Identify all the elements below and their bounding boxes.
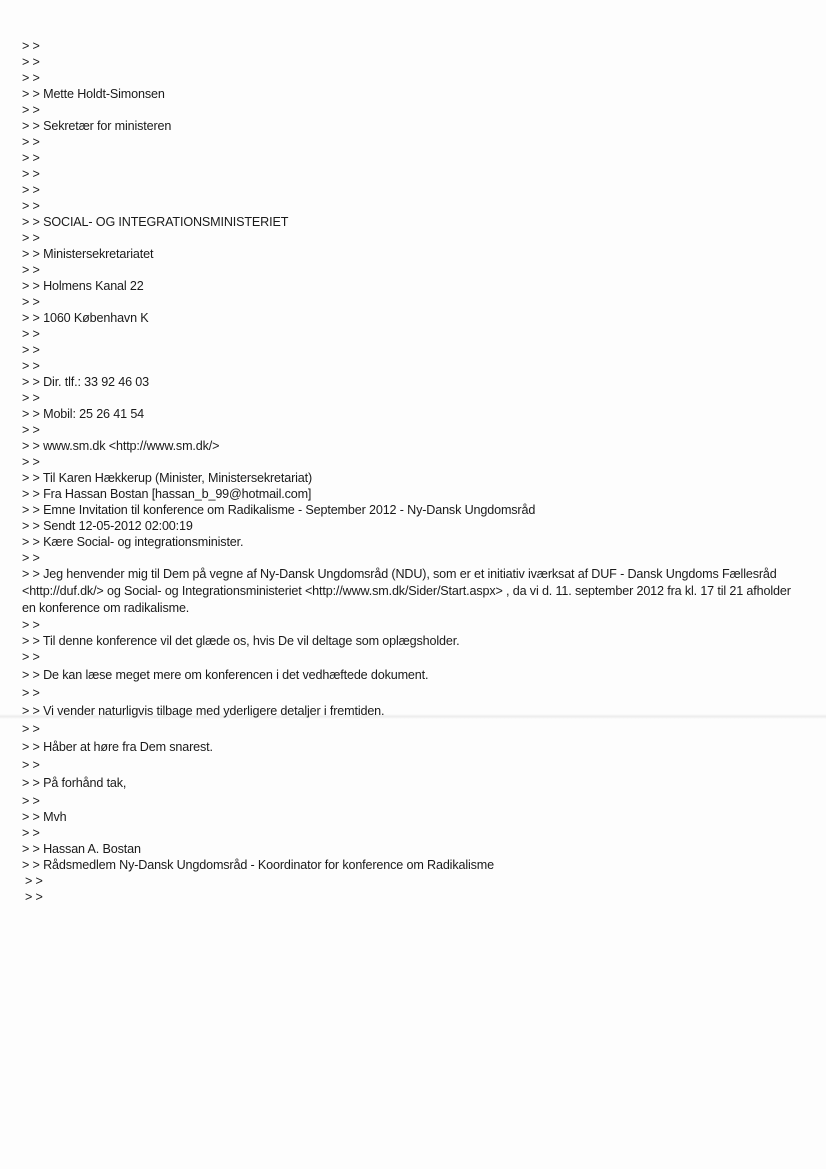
sender-title: > > Sekretær for ministeren xyxy=(22,119,172,133)
quote-line: > > xyxy=(22,295,40,309)
header-sent: > > Sendt 12-05-2012 02:00:19 xyxy=(22,519,193,533)
quote-line: > > xyxy=(22,423,40,437)
closing-line: > > På forhånd tak, xyxy=(22,776,127,790)
quote-line: > > xyxy=(22,794,40,808)
quote-line: > > xyxy=(22,183,40,197)
department-name: > > Ministersekretariatet xyxy=(22,247,154,261)
quote-line: > > xyxy=(25,890,43,904)
signature-title: > > Rådsmedlem Ny-Dansk Ungdomsråd - Koordinator for konference om Radikalisme xyxy=(22,858,494,872)
body-line: > > De kan læse meget mere om konferencen i det vedhæftede dokument. xyxy=(22,668,429,682)
quote-line: > > xyxy=(22,103,40,117)
header-subject: > > Emne Invitation til konference om Radikalisme - September 2012 - Ny-Dansk Ungdomsråd xyxy=(22,503,536,517)
ministry-name: > > SOCIAL- OG INTEGRATIONSMINISTERIET xyxy=(22,215,289,229)
quote-line: > > xyxy=(22,686,40,700)
quote-line: > > xyxy=(22,551,40,565)
quote-line: > > xyxy=(22,135,40,149)
salutation: > > Kære Social- og integrationsminister. xyxy=(22,535,244,549)
quote-line: > > xyxy=(22,650,40,664)
body-line: > > Vi vender naturligvis tilbage med yderligere detaljer i fremtiden. xyxy=(22,704,385,718)
quote-line: > > xyxy=(22,327,40,341)
body-line: > > Til denne konference vil det glæde os, hvis De vil deltage som oplægsholder. xyxy=(22,634,460,648)
quote-line: > > xyxy=(25,874,43,888)
header-from: > > Fra Hassan Bostan [hassan_b_99@hotmail.com] xyxy=(22,487,312,501)
quote-line: > > xyxy=(22,455,40,469)
signature-name: > > Hassan A. Bostan xyxy=(22,842,141,856)
quote-line: > > xyxy=(22,55,40,69)
quote-line: > > xyxy=(22,199,40,213)
website-line: > > www.sm.dk <http://www.sm.dk/> xyxy=(22,439,220,453)
quote-line: > > xyxy=(22,39,40,53)
quote-line: > > xyxy=(22,167,40,181)
closing-line: > > Mvh xyxy=(22,810,67,824)
address-city: > > 1060 København K xyxy=(22,311,149,325)
quote-line: > > xyxy=(22,826,40,840)
quote-line: > > xyxy=(22,722,40,736)
quote-line: > > xyxy=(22,343,40,357)
address-street: > > Holmens Kanal 22 xyxy=(22,279,144,293)
sender-name: > > Mette Holdt-Simonsen xyxy=(22,87,165,101)
quote-line: > > xyxy=(22,359,40,373)
email-body xyxy=(22,38,802,905)
quote-line: > > xyxy=(22,391,40,405)
header-to: > > Til Karen Hækkerup (Minister, Ministersekretariat) xyxy=(22,471,313,485)
mobile-phone: > > Mobil: 25 26 41 54 xyxy=(22,407,145,421)
quote-line: > > xyxy=(22,263,40,277)
body-paragraph: > > Jeg henvender mig til Dem på vegne af Ny-Dansk Ungdomsråd (NDU), som er et initiativ iværksat af DUF - Dansk Ungdoms Fællesråd <http://duf.dk/> og Social- og Integrationsministeriet <http://www.sm.dk/Sider/Start.aspx> , da vi d. 11. september 2012 fra kl. 17 til 21 afholder en konference om radikalisme. xyxy=(22,567,791,615)
quote-line: > > xyxy=(22,231,40,245)
quote-line: > > xyxy=(22,71,40,85)
body-line: > > Håber at høre fra Dem snarest. xyxy=(22,740,213,754)
quote-line: > > xyxy=(22,618,40,632)
direct-phone: > > Dir. tlf.: 33 92 46 03 xyxy=(22,375,150,389)
quote-line: > > xyxy=(22,151,40,165)
quote-line: > > xyxy=(22,758,40,772)
